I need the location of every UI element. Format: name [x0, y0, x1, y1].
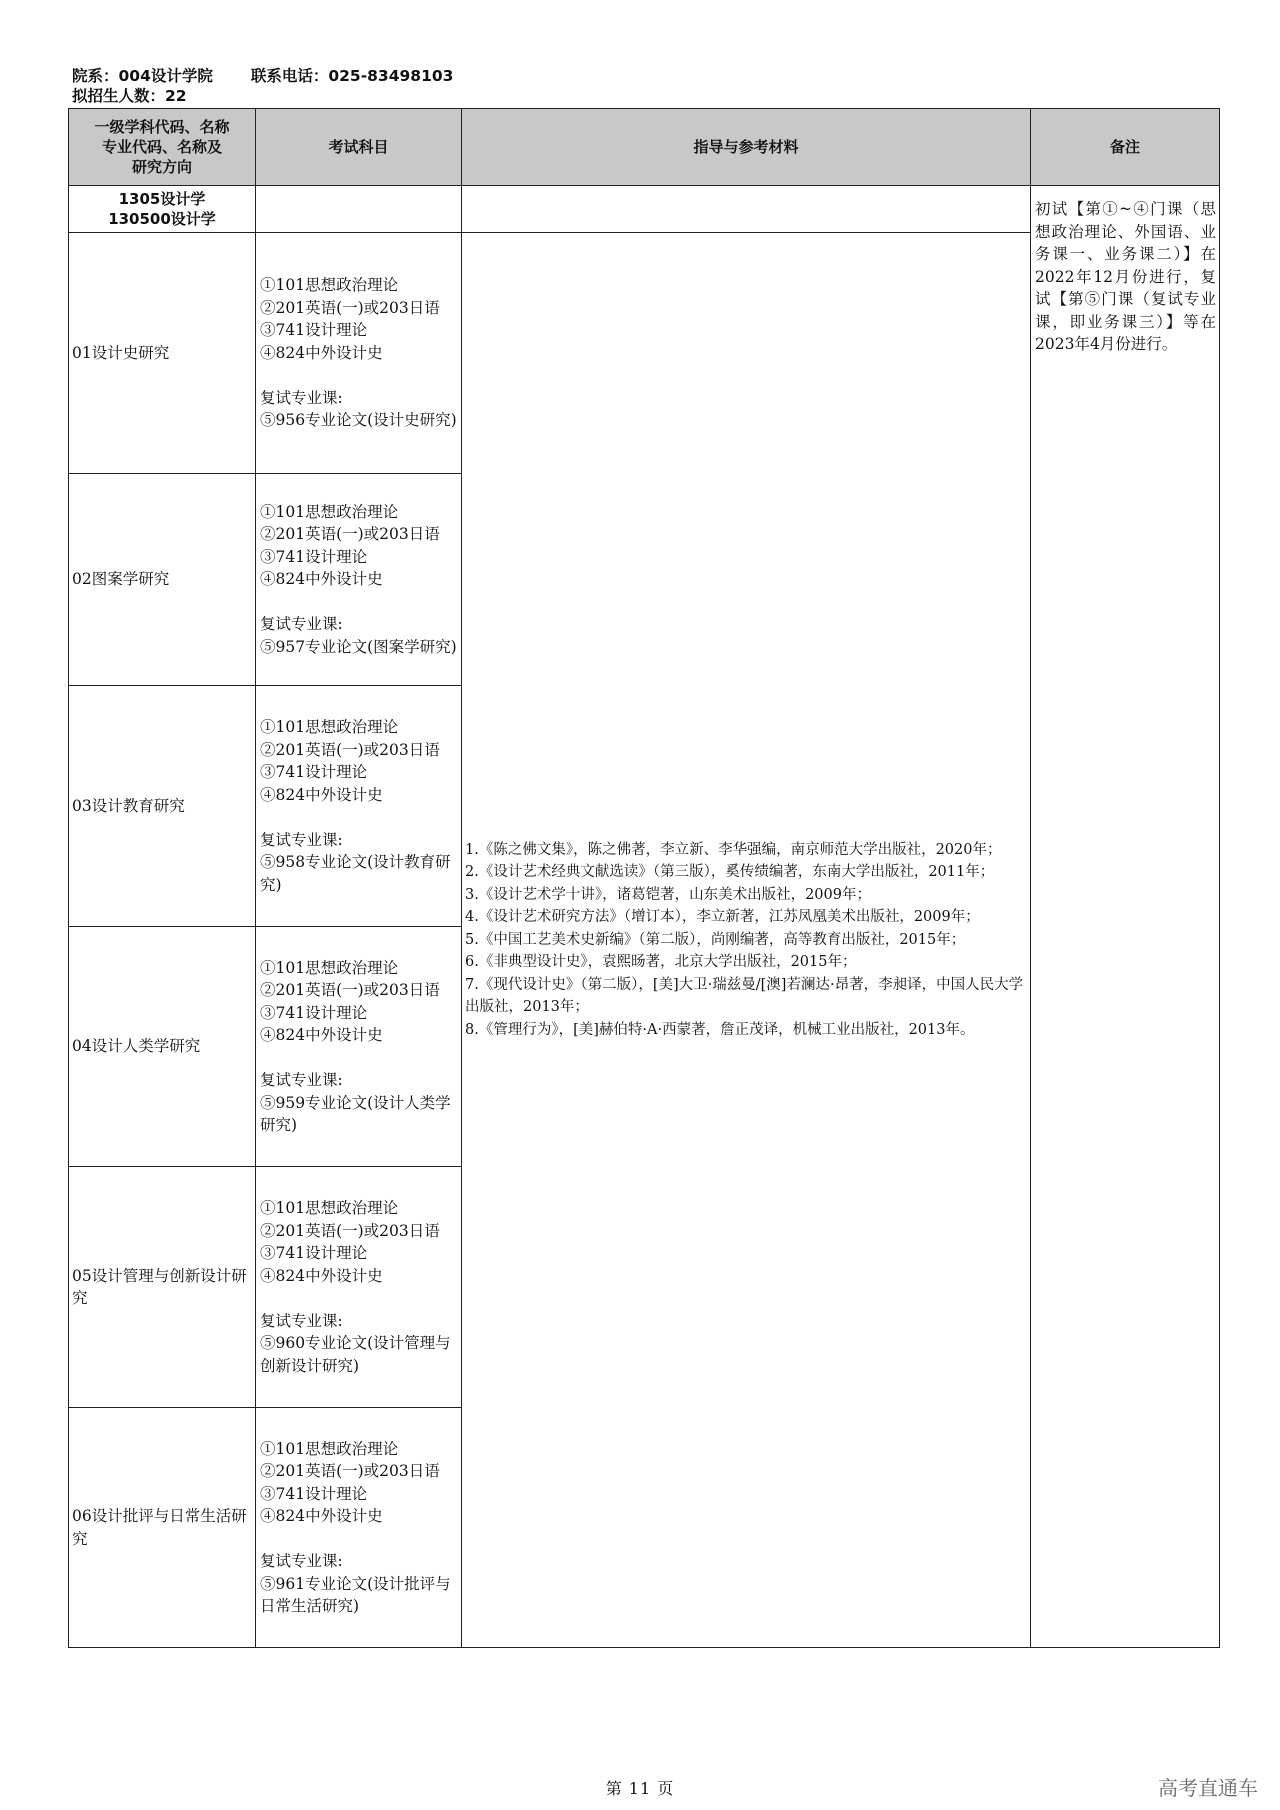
exam-line: ④824中外设计史 [260, 1507, 383, 1525]
exam-line: ⑤961专业论文(设计批评与日常生活研究) [260, 1574, 451, 1615]
exam-spacer [260, 1287, 459, 1310]
exam-line: ⑤960专业论文(设计管理与创新设计研究) [260, 1334, 451, 1375]
exam-line: ①101思想政治理论 [260, 502, 399, 521]
exam-line: ③741设计理论 [260, 321, 368, 340]
exam-line: ④824中外设计史 [260, 1266, 383, 1285]
exam-line: ②201英语(一)或203日语 [260, 740, 440, 759]
exam-cell [256, 233, 462, 474]
exam-line: ②201英语(一)或203日语 [260, 298, 440, 317]
exam-line: ③741设计理论 [260, 1244, 368, 1262]
exam-line: 复试专业课: [260, 830, 343, 849]
exam-cell [256, 927, 462, 1167]
exam-line: ④824中外设计史 [260, 343, 383, 362]
exam-line: ⑤957专业论文(图案学研究) [260, 637, 457, 656]
direction-name: 04设计人类学研究 [72, 1037, 201, 1056]
exam-line: ③741设计理论 [260, 763, 368, 781]
subject-exam-empty [256, 186, 462, 233]
exam-line: ②201英语(一)或203日语 [260, 1462, 440, 1480]
exam-line: ①101思想政治理论 [260, 718, 399, 736]
direction-cell [69, 927, 256, 1167]
direction-cell [69, 233, 256, 474]
direction-cell [69, 1167, 256, 1408]
exam-spacer [260, 364, 459, 387]
subject-text: 1305设计学 130500设计学 [108, 190, 216, 228]
reference-item: 6.《非典型设计史》，袁熙旸著，北京大学出版社，2015年； [465, 954, 857, 971]
note-cell [1031, 186, 1220, 1648]
exam-cell [256, 474, 462, 686]
exam-line: ③741设计理论 [260, 1484, 368, 1503]
direction-name: 01设计史研究 [72, 343, 170, 362]
exam-line: ③741设计理论 [260, 1003, 368, 1022]
reference-item: 7.《现代设计史》（第二版），[美]大卫·瑞兹曼/[澳]若澜达·昂著，李昶译，中国人民大学出版社，2013年； [465, 976, 1024, 1016]
exam-line: ①101思想政治理论 [260, 958, 399, 977]
exam-spacer [260, 1047, 459, 1070]
reference-item: 8.《管理行为》，[美]赫伯特·A·西蒙著，詹正茂译，机械工业出版社，2013年。 [465, 1021, 975, 1038]
exam-spacer [260, 1528, 459, 1551]
phone-label: 联系电话：025-83498103 [250, 67, 454, 85]
quota-label: 拟招生人数：22 [72, 87, 187, 105]
exam-line: ④824中外设计史 [260, 570, 383, 589]
department-line [72, 67, 453, 86]
exam-line: ①101思想政治理论 [260, 1439, 399, 1458]
exam-line: ②201英语(一)或203日语 [260, 525, 440, 544]
exam-line: 复试专业课: [260, 1552, 343, 1570]
header-discipline-text: 一级学科代码、名称 专业代码、名称及 研究方向 [94, 118, 230, 176]
exam-cell [256, 1408, 462, 1648]
exam-line: 复试专业课: [260, 388, 343, 407]
header-notes-text: 备注 [1109, 138, 1140, 156]
department-label: 院系：004设计学院 [72, 67, 213, 85]
exam-cell [256, 1167, 462, 1408]
quota-line [72, 87, 187, 106]
exam-spacer [260, 591, 459, 614]
exam-line: 复试专业课: [260, 615, 343, 634]
exam-line: ③741设计理论 [260, 547, 368, 566]
direction-name: 02图案学研究 [72, 570, 170, 589]
exam-line: ⑤956专业论文(设计史研究) [260, 411, 457, 430]
page-number: 第 11 页 [605, 1779, 675, 1798]
direction-cell [69, 1408, 256, 1648]
exam-line: ①101思想政治理论 [260, 276, 399, 295]
reference-item: 4.《设计艺术研究方法》（增订本），李立新著，江苏凤凰美术出版社，2009年； [465, 909, 980, 926]
references-cell [462, 233, 1031, 1648]
reference-item: 2.《设计艺术经典文献选读》（第三版），奚传绩编著，东南大学出版社，2011年； [465, 864, 995, 881]
note-text: 初试【第①~④门课（思想政治理论、外国语、业务课一、业务课二）】在2022年12月份进行，复试【第⑤门课（复试专业课，即业务课三）】等在2023年4月份进行。 [1035, 200, 1216, 353]
header-exam-subjects [256, 109, 462, 186]
header-exam-subjects-text: 考试科目 [328, 138, 389, 156]
exam-line: ②201英语(一)或203日语 [260, 981, 440, 999]
exam-line: 复试专业课: [260, 1071, 343, 1089]
direction-name: 06设计批评与日常生活研究 [72, 1507, 247, 1548]
header-references [462, 109, 1031, 186]
exam-line: ①101思想政治理论 [260, 1199, 399, 1217]
exam-line: ②201英语(一)或203日语 [260, 1221, 440, 1240]
direction-cell [69, 474, 256, 686]
exam-line: 复试专业课: [260, 1311, 343, 1330]
exam-cell [256, 686, 462, 927]
direction-name: 05设计管理与创新设计研究 [72, 1266, 247, 1307]
header-discipline [69, 109, 256, 186]
reference-item: 3.《设计艺术学十讲》，诸葛铠著，山东美术出版社，2009年； [465, 886, 871, 903]
reference-item: 5.《中国工艺美术史新编》（第二版），尚刚编著，高等教育出版社，2015年； [465, 931, 966, 948]
direction-name: 03设计教育研究 [72, 796, 185, 815]
direction-cell [69, 686, 256, 927]
header-notes [1031, 109, 1220, 186]
subject-cell [69, 186, 256, 233]
exam-line: ⑤958专业论文(设计教育研究) [260, 853, 451, 894]
exam-line: ④824中外设计史 [260, 1026, 383, 1044]
admission-table [68, 108, 1220, 1648]
reference-item: 1.《陈之佛文集》，陈之佛著，李立新、李华强编，南京师范大学出版社，2020年； [465, 841, 1002, 858]
exam-line: ④824中外设计史 [260, 785, 383, 804]
exam-line: ⑤959专业论文(设计人类学研究) [260, 1093, 451, 1134]
header-references-text: 指导与参考材料 [693, 138, 799, 156]
watermark: 高考直通车 [1158, 1776, 1258, 1800]
subject-ref-empty [462, 186, 1031, 233]
exam-spacer [260, 806, 459, 829]
